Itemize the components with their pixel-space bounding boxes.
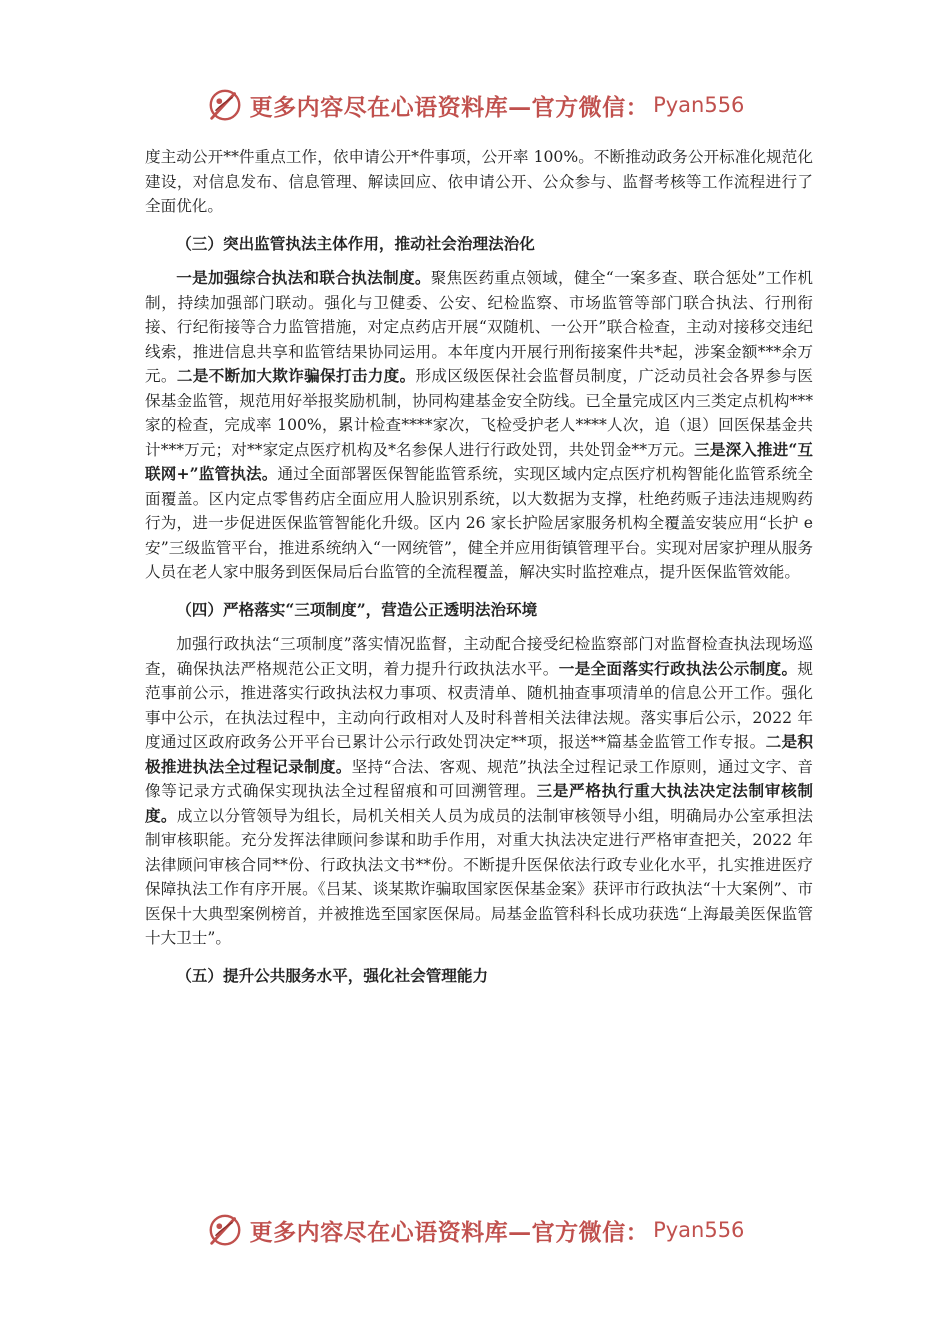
section-heading-3: （三）突出监管执法主体作用，推动社会治理法治化 [176,233,535,253]
header-banner [0,80,950,130]
footer-banner-text: 更多内容尽在心语资料库—官方微信： [249,1218,650,1246]
paragraph-continuation: 度主动公开**件重点工作，依申请公开*件事项，公开率 100%。不断推动政务公开标准化规范化建设，对信息发布、信息管理、解读回应、依申请公开、公众参与、监督考核等工作流程进行了全面优化。 [145,148,813,215]
footer-banner-id: Pyan556 [653,1218,745,1242]
paragraph-section-3: 一是加强综合执法和联合执法制度。聚焦医药重点领域，健全“一案多查、联合惩处”工作机制，持续加强部门联动。强化与卫健委、公安、纪检监察、市场监管等部门联合执法、行刑衔接、行纪衔接等合力监管措施，对定点药店开展“双随机、一公开”联合检查，主动对接移交违纪线索，推进信息共享和监管结果协同运用。本年度内开展行刑衔接案件共*起，涉案金额***余万元。二是不断加大欺诈骗保打击力度。形成区级医保社会监督员制度，广泛动员社会各界参与医保基金监管，规范用好举报奖励机制，协同构建基金安全防线。已全量完成区内三类定点机构***家的检查，完成率 100%，累计检查****家次，飞检受护老人****人次，追（退）回医保基金共计***万元；对**家定点医疗机构及*名参保人进行行政处罚，共处罚金**万元。三是深入推进“互联网+”监管执法。通过全面部署医保智能监管系统，实现区域内定点医疗机构智能化监管系统全面覆盖。区内定点零售药店全面应用人脸识别系统，以大数据为支撑，杜绝药贩子违法违规购药行为，进一步促进医保监管智能化升级。区内 26 家长护险居家服务机构全覆盖安装应用“长护 e 安”三级监管平台，推进系统纳入“一网统管”，健全并应用街镇管理平台。实现对居家护理从服务人员在老人家中服务到医保局后台监管的全流程覆盖，解决实时监控难点，提升医保监管效能。 [145,268,813,581]
footer-banner [0,1205,950,1255]
header-banner-id: Pyan556 [653,93,745,117]
pen-logo-icon [206,86,244,124]
paragraph-section-4: 加强行政执法“三项制度”落实情况监督，主动配合接受纪检监察部门对监督检查执法现场巡查，确保执法严格规范公正文明，着力提升行政执法水平。一是全面落实行政执法公示制度。规范事前公示，推进落实行政执法权力事项、权责清单、随机抽查事项清单的信息公开工作。强化事中公示，在执法过程中，主动向行政相对人及时科普相关法律法规。落实事后公示，2022 年度通过区政府政务公开平台已累计公示行政处罚决定**项，报送**篇基金监管工作专报。二是积极推进执法全过程记录制度。坚持“合法、客观、规范”执法全过程记录工作原则，通过文字、音像等记录方式确保实现执法全过程留痕和可回溯管理。三是严格执行重大执法决定法制审核制度。成立以分管领导为组长，局机关相关人员为成员的法制审核领导小组，明确局办公室承担法制审核职能。充分发挥法律顾问参谋和助手作用，对重大执法决定进行严格审查把关，2022 年法律顾问审核合同**份、行政执法文书**份。不断提升医保依法行政专业化水平，扎实推进医疗保障执法工作有序开展。《吕某、谈某欺诈骗取国家医保基金案》获评市行政执法“十大案例”、市医保十大典型案例榜首，并被推选至国家医保局。局基金监管科科长成功获选“上海最美医保监管十大卫士”。 [145,635,813,947]
section-heading-4: （四）严格落实“三项制度”，营造公正透明法治环境 [176,599,538,619]
pen-logo-icon [206,1211,244,1249]
header-banner-text: 更多内容尽在心语资料库—官方微信： [249,93,650,121]
section-heading-5: （五）提升公共服务水平，强化社会管理能力 [176,965,489,985]
document-body [145,145,813,998]
